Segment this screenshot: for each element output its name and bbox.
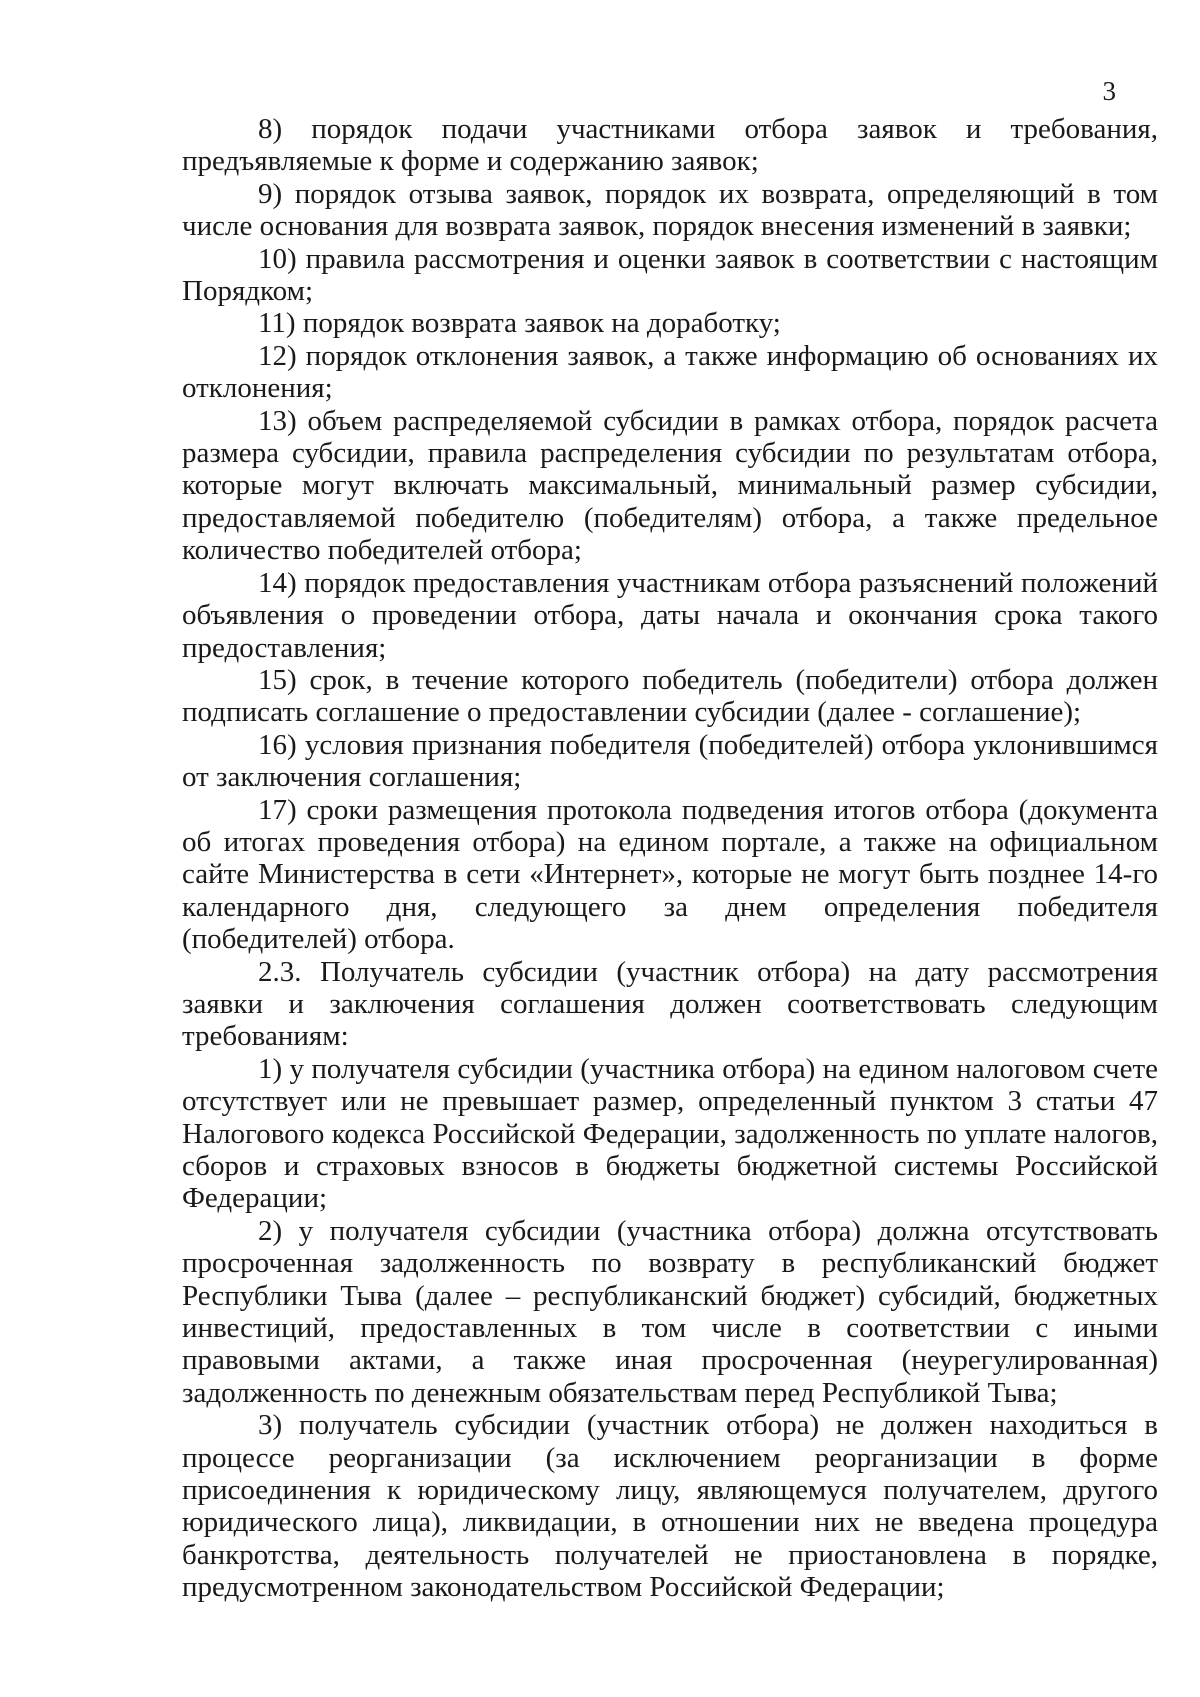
paragraph-item-8: 8) порядок подачи участниками отбора заявок и требования, предъявляемые к форме и содержанию заявок; (182, 113, 1158, 178)
section-2-3: 2.3. Получатель субсидии (участник отбора) на дату рассмотрения заявки и заключения соглашения должен соответствовать следующим требованиям: (182, 955, 1158, 1053)
document-body (182, 113, 1158, 1604)
paragraph-item-9: 9) порядок отзыва заявок, порядок их возврата, определяющий в том числе основания для возврата заявок, порядок внесения изменений в заявки; (182, 177, 1158, 243)
paragraph-item-11: 11) порядок возврата заявок на доработку; (258, 307, 781, 340)
paragraph-item-10: 10) правила рассмотрения и оценки заявок в соответствии с настоящим Порядком; (182, 242, 1158, 308)
paragraph-item-12: 12) порядок отклонения заявок, а также информацию об основаниях их отклонения; (182, 339, 1158, 405)
page-number: 3 (1102, 76, 1116, 106)
requirement-item-1: 1) у получателя субсидии (участника отбора) на едином налоговом счете отсутствует или не превышает размер, определенный пунктом 3 статьи 47 Налогового кодекса Российской Федерации, задолженность по уплате налогов, сборов и страховых взносов в бюджеты бюджетной системы Российской Федерации; (182, 1052, 1158, 1215)
paragraph-item-15: 15) срок, в течение которого победитель (победители) отбора должен подписать соглашение о предоставлении субсидии (далее - соглашение); (182, 663, 1158, 729)
paragraph-item-13: 13) объем распределяемой субсидии в рамках отбора, порядок расчета размера субсидии, правила распределения субсидии по результатам отбора, которые могут включать максимальный, минимальный размер субсидии, предоставляемой победителю (победителям) отбора, а также предельное количество победителей отбора; (182, 404, 1158, 567)
requirement-item-2: 2) у получателя субсидии (участника отбора) должна отсутствовать просроченная задолженность по возврату в республиканский бюджет Республики Тыва (далее – республиканский бюджет) субсидий, бюджетных инвестиций, предоставленных в том числе в соответствии с иными правовыми актами, а также иная просроченная (неурегулированная) задолженность по денежным обязательствам перед Республикой Тыва; (182, 1214, 1158, 1409)
paragraph-item-16: 16) условия признания победителя (победителей) отбора уклонившимся от заключения соглашения; (182, 728, 1158, 794)
paragraph-item-14: 14) порядок предоставления участникам отбора разъяснений положений объявления о проведении отбора, даты начала и окончания срока такого предоставления; (182, 566, 1158, 664)
paragraph-item-17: 17) сроки размещения протокола подведения итогов отбора (документа об итогах проведения отбора) на едином портале, а также на официальном сайте Министерства в сети «Интернет», которые не могут быть позднее 14-го календарного дня, следующего за днем определения победителя (победителей) отбора. (182, 793, 1158, 956)
requirement-item-3: 3) получатель субсидии (участник отбора) не должен находиться в процессе реорганизации (за исключением реорганизации в форме присоединения к юридическому лицу, являющемуся получателем, другого юридического лица), ликвидации, в отношении них не введена процедура банкротства, деятельность получателей не приостановлена в порядке, предусмотренном законодательством Российской Федерации; (182, 1409, 1158, 1604)
